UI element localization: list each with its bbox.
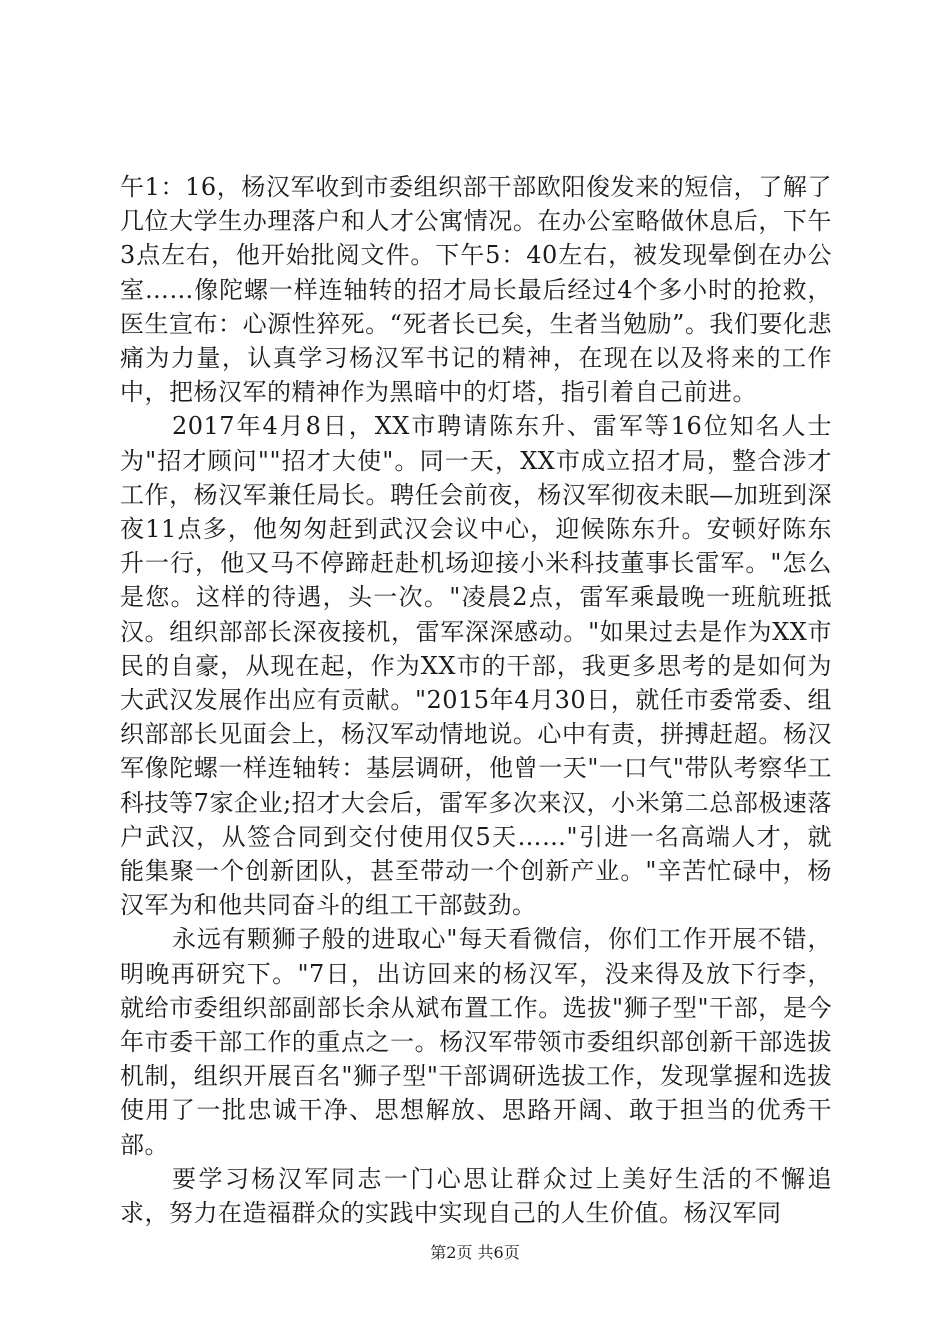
paragraph-2: 2017年4月8日，XX市聘请陈东升、雷军等16位知名人士为"招才顾问""招才大使"。同一天，XX市成立招才局，整合涉才工作，杨汉军兼任局长。聘任会前夜，杨汉军彻夜未眠—加班到深夜11点多，他匆匆赶到武汉会议中心，迎候陈东升。安顿好陈东升一行，他又马不停蹄赶赴机场迎接小米科技董事长雷军。"怎么是您。这样的待遇，头一次。"凌晨2点，雷军乘最晚一班航班抵汉。组织部部长深夜接机，雷军深深感动。"如果过去是作为XX市民的自豪，从现在起，作为XX市的干部，我更多思考的是如何为大武汉发展作出应有贡献。"2015年4月30日，就任市委常委、组织部部长见面会上，杨汉军动情地说。心中有责，拼搏赶超。杨汉军像陀螺一样连轴转：基层调研，他曾一天"一口气"带队考察华工科技等7家企业;招才大会后，雷军多次来汉，小米第二总部极速落户武汉，从签合同到交付使用仅5天……"引进一名高端人才，就能集聚一个创新团队，甚至带动一个创新产业。"辛苦忙碌中，杨汉军为和他共同奋斗的组工干部鼓劲。 xyxy=(120,412,832,920)
paragraph-3: 永远有颗狮子般的进取心"每天看微信，你们工作开展不错，明晚再研究下。"7日，出访回来的杨汉军，没来得及放下行李，就给市委组织部副部长余从斌布置工作。选拔"狮子型"干部，是今年市委干部工作的重点之一。杨汉军带领市委组织部创新干部选拔机制，组织开展百名"狮子型"干部调研选拔工作，发现掌握和选拔使用了一批忠诚干净、思想解放、思路开阔、敢于担当的优秀干部。 xyxy=(120,925,832,1159)
paragraph-4: 要学习杨汉军同志一门心思让群众过上美好生活的不懈追求，努力在造福群众的实践中实现自己的人生价值。杨汉军同 xyxy=(120,1164,832,1228)
document-body xyxy=(120,170,832,1230)
paragraph-1: 午1：16，杨汉军收到市委组织部干部欧阳俊发来的短信，了解了几位大学生办理落户和人才公寓情况。在办公室略做休息后，下午3点左右，他开始批阅文件。下午5：40左右，被发现晕倒在办公室……像陀螺一样连轴转的招才局长最后经过4个多小时的抢救，医生宣布：心源性猝死。“死者长已矣，生者当勉励”。我们要化悲痛为力量，认真学习杨汉军书记的精神，在现在以及将来的工作中，把杨汉军的精神作为黑暗中的灯塔，指引着自己前进。 xyxy=(120,173,832,407)
page-footer: 第2页 共6页 xyxy=(430,1243,520,1262)
